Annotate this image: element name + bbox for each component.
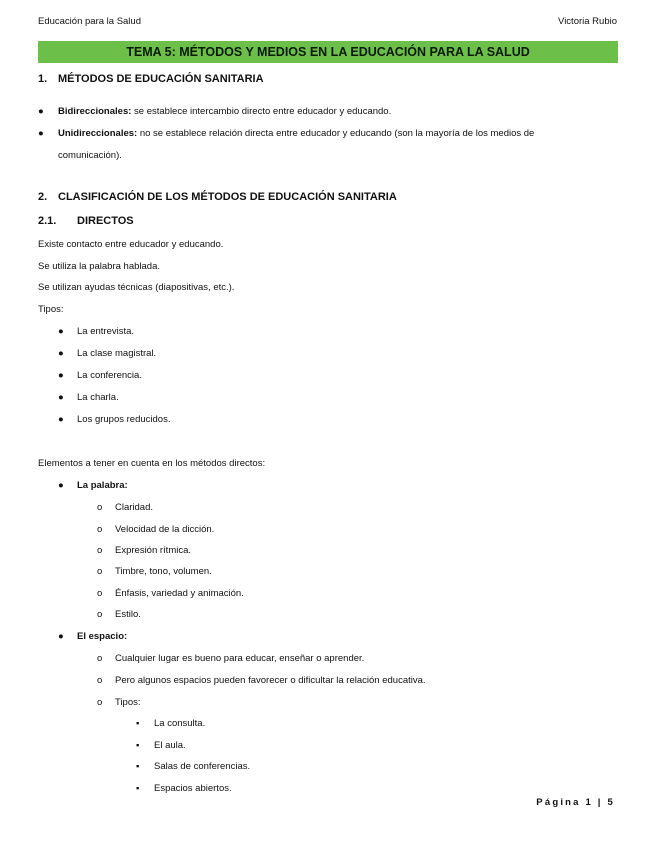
sub-list-item: o Timbre, tono, volumen.: [97, 566, 212, 577]
bullet-term: Bidireccionales:: [58, 106, 132, 117]
bullet-dot-icon: ●: [58, 631, 64, 642]
bullet-dot-icon: ●: [58, 392, 64, 403]
list-item-palabra: ● La palabra:: [58, 480, 128, 491]
section-1-bullet-unidireccionales: [38, 123, 598, 166]
page-number: Página 1 | 5: [536, 797, 615, 808]
circle-bullet-icon: o: [97, 566, 103, 577]
bullet-dot-icon: ●: [58, 370, 64, 381]
bullet-text: se establece intercambio directo entre educador y educando.: [131, 106, 392, 117]
header-author: Victoria Rubio: [558, 16, 617, 27]
sub-list-item: o Tipos:: [97, 697, 141, 708]
bullet-term: Unidireccionales:: [58, 128, 138, 139]
square-bullet-icon: ▪: [136, 783, 140, 794]
circle-bullet-icon: o: [97, 609, 103, 620]
circle-bullet-icon: o: [97, 502, 103, 513]
subsection-title: DIRECTOS: [77, 215, 134, 227]
square-bullet-icon: ▪: [136, 761, 140, 772]
bullet-dot-icon: ●: [58, 326, 64, 337]
square-bullet-icon: ▪: [136, 740, 140, 751]
circle-bullet-icon: o: [97, 545, 103, 556]
section-1-number: 1.: [38, 73, 48, 85]
list-item: ● La charla.: [58, 392, 119, 403]
sub-list-item: o Pero algunos espacios pueden favorecer o dificultar la relación educativa.: [97, 675, 426, 686]
sub-list-item: o Énfasis, variedad y animación.: [97, 588, 244, 599]
list-item: ● La entrevista.: [58, 326, 135, 337]
circle-bullet-icon: o: [97, 588, 103, 599]
list-item: ● La clase magistral.: [58, 348, 157, 359]
bullet-dot-icon: ●: [58, 348, 64, 359]
circle-bullet-icon: o: [97, 697, 103, 708]
section-1-title: MÉTODOS DE EDUCACIÓN SANITARIA: [58, 73, 264, 85]
paragraph-line: Se utilizan ayudas técnicas (diapositivas, etc.).: [38, 282, 235, 293]
bullet-dot-icon: ●: [38, 106, 44, 117]
section-2-number: 2.: [38, 191, 48, 203]
sub-sub-list-item: ▪ La consulta.: [136, 718, 206, 729]
elementos-intro: Elementos a tener en cuenta en los métodos directos:: [38, 458, 266, 469]
subsection-2-1-heading: [38, 215, 134, 227]
section-2-title: CLASIFICACIÓN DE LOS MÉTODOS DE EDUCACIÓN SANITARIA: [58, 191, 397, 203]
list-item-espacio: ● El espacio:: [58, 631, 128, 642]
section-2-heading: [38, 191, 397, 203]
sub-list-item: o Cualquier lugar es bueno para educar, enseñar o aprender.: [97, 653, 365, 664]
section-1-heading: [38, 73, 264, 85]
sub-list-item: o Estilo.: [97, 609, 141, 620]
sub-sub-list-item: ▪ Salas de conferencias.: [136, 761, 251, 772]
sub-sub-list-item: ▪ Espacios abiertos.: [136, 783, 232, 794]
circle-bullet-icon: o: [97, 653, 103, 664]
bullet-text: no se establece relación directa entre educador y educando (son la mayoría de los medios de comunicación).: [58, 128, 535, 161]
topic-banner: TEMA 5: MÉTODOS Y MEDIOS EN LA EDUCACIÓN PARA LA SALUD: [38, 41, 618, 63]
bullet-dot-icon: ●: [58, 414, 64, 425]
list-item: ● La conferencia.: [58, 370, 142, 381]
paragraph-line: Se utiliza la palabra hablada.: [38, 261, 161, 272]
bullet-dot-icon: ●: [58, 480, 64, 491]
section-1-bullet-bidireccionales: [38, 101, 598, 123]
list-item: ● Los grupos reducidos.: [58, 414, 171, 425]
paragraph-line: Tipos:: [38, 304, 64, 315]
subsection-number: 2.1.: [38, 215, 57, 227]
sub-list-item: o Expresión rítmica.: [97, 545, 192, 556]
header-course-title: Educación para la Salud: [38, 16, 141, 27]
square-bullet-icon: ▪: [136, 718, 140, 729]
sub-list-item: o Claridad.: [97, 502, 154, 513]
sub-list-item: o Velocidad de la dicción.: [97, 524, 215, 535]
bullet-dot-icon: ●: [38, 128, 44, 139]
circle-bullet-icon: o: [97, 524, 103, 535]
paragraph-line: Existe contacto entre educador y educando.: [38, 239, 224, 250]
sub-sub-list-item: ▪ El aula.: [136, 740, 186, 751]
circle-bullet-icon: o: [97, 675, 103, 686]
